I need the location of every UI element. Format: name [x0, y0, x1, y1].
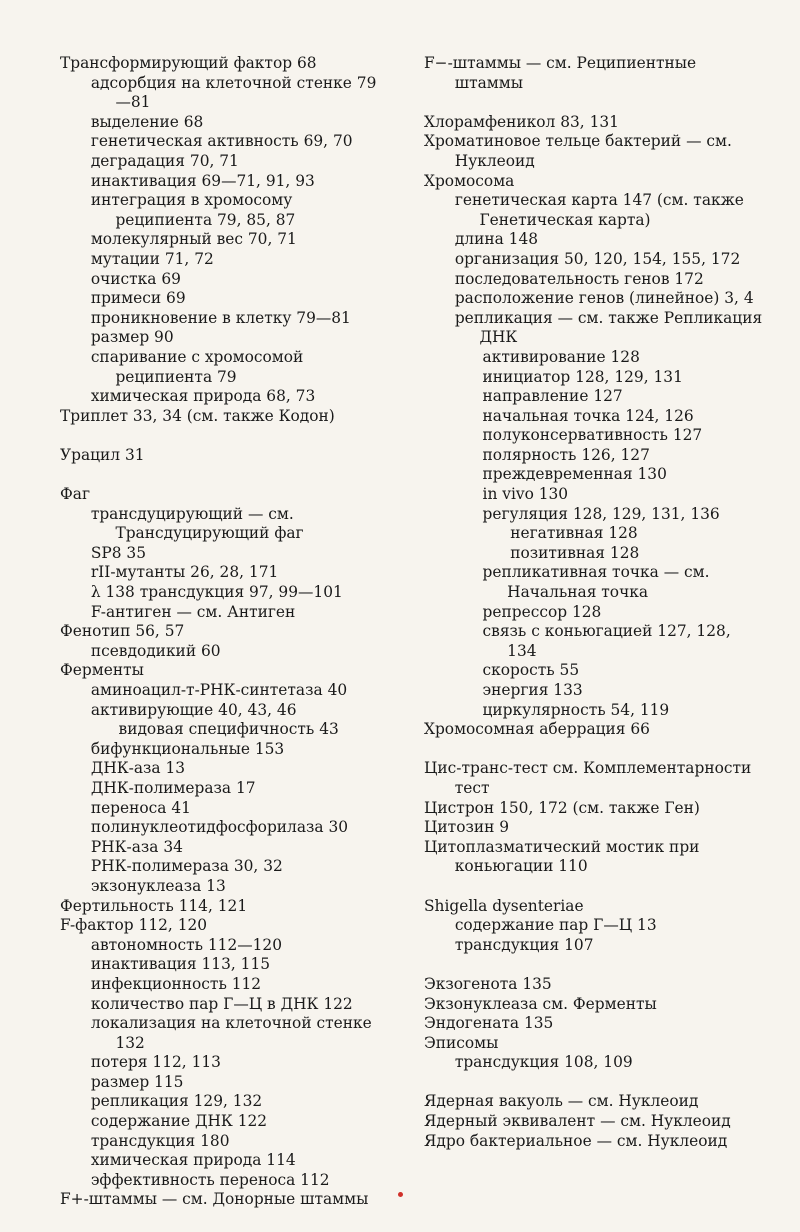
- index-subentry: репликация — см. также Репликация ДНК: [454, 308, 763, 347]
- index-subentry: in vivo 130: [482, 485, 569, 504]
- index-entry: Цитозин 9: [424, 818, 510, 837]
- index-subentry: интеграция в хромосому реципиента 79, 85, 87: [90, 191, 296, 229]
- index-subentry: бифункциональные 153: [90, 739, 285, 758]
- index-entry: Хромосомная аберрация 66: [424, 720, 650, 739]
- index-subentry: трансдукция 107: [454, 935, 594, 954]
- index-entry: Ферменты: [60, 661, 144, 680]
- index-subentry: репликация 129, 132: [90, 1092, 263, 1111]
- section-gap: [424, 955, 764, 975]
- index-subentry: активирование 128: [482, 347, 640, 366]
- index-entry: Цистрон 150, 172 (см. также Ген): [424, 798, 700, 817]
- index-subentry: мутации 71, 72: [90, 249, 214, 268]
- index-subentry: репликативная точка — см. Начальная точка: [482, 563, 710, 602]
- index-subentry: генетическая карта 147 (см. также Генетическая карта): [454, 191, 744, 229]
- index-subentry: молекулярный вес 70, 71: [90, 230, 297, 249]
- index-subentry: ДНК-аза 13: [90, 759, 186, 778]
- index-entry: Фенотип 56, 57: [60, 622, 185, 641]
- index-subentry: SP8 35: [90, 543, 146, 562]
- index-subentry: трансдукция 108, 109: [454, 1053, 633, 1072]
- index-entry: Хромосома: [424, 171, 515, 190]
- index-entry: Урацил 31: [60, 445, 145, 464]
- index-subentry: экзонуклеаза 13: [90, 876, 226, 895]
- index-subentry: расположение генов (линейное) 3, 4: [454, 289, 754, 308]
- index-subentry: переноса 41: [90, 798, 191, 817]
- index-subentry: λ 138 трансдукция 97, 99—101: [90, 583, 343, 602]
- section-gap: [424, 877, 764, 897]
- index-subentry: инфекционность 112: [90, 974, 262, 993]
- red-mark-dot: [398, 1192, 403, 1197]
- index-subentry: потеря 112, 113: [90, 1053, 221, 1072]
- index-subentry: инициатор 128, 129, 131: [482, 367, 683, 386]
- index-entry: Триплет 33, 34 (см. также Кодон): [60, 406, 335, 425]
- index-subentry: ДНК-полимераза 17: [90, 778, 256, 797]
- index-subentry: негативная 128: [510, 524, 638, 543]
- index-subentry: генетическая активность 69, 70: [90, 132, 353, 151]
- index-subentry: длина 148: [454, 230, 539, 249]
- index-subentry: организация 50, 120, 154, 155, 172: [454, 249, 741, 268]
- index-entry: Хроматиновое тельце бактерий — см. Нуклеоид: [424, 132, 732, 170]
- index-subentry: РНК-аза 34: [90, 837, 183, 856]
- index-entry: Трансформирующий фактор 68: [60, 54, 317, 72]
- index-subentry: размер 90: [90, 328, 174, 347]
- index-subentry: инактивация 113, 115: [90, 955, 271, 974]
- section-gap: [60, 426, 390, 446]
- index-subentry: проникновение в клетку 79—81: [90, 308, 351, 327]
- index-subentry: циркулярность 54, 119: [482, 700, 670, 719]
- index-entry: Ядро бактериальное — см. Нуклеоид: [424, 1131, 728, 1150]
- index-entry: Хлорамфеникол 83, 131: [424, 112, 619, 131]
- index-subentry: локализация на клеточной стенке 132: [90, 1014, 372, 1052]
- index-subentry: активирующие 40, 43, 46: [90, 700, 297, 719]
- index-entry: Ядерная вакуоль — см. Нуклеоид: [424, 1092, 699, 1111]
- index-entry: Эписомы: [424, 1033, 499, 1052]
- index-subentry: инактивация 69—71, 91, 93: [90, 171, 315, 190]
- index-subentry: энергия 133: [482, 681, 583, 699]
- index-subentry: F-антиген — см. Антиген: [90, 602, 296, 621]
- index-subentry: связь с коньюгацией 127, 128, 134: [482, 622, 731, 660]
- index-entry: Shigella dysenteriae: [424, 896, 584, 915]
- index-subentry: rII-мутанты 26, 28, 171: [90, 563, 279, 582]
- index-column-right: [424, 54, 764, 1151]
- index-subentry: автономность 112—120: [90, 935, 283, 954]
- index-subentry: очистка 69: [90, 269, 181, 288]
- index-entry: F+-штаммы — см. Донорные штаммы: [60, 1190, 369, 1209]
- index-subentry: преждевременная 130: [482, 465, 667, 484]
- index-entry: F−-штаммы — см. Реципиентные штаммы: [424, 54, 697, 92]
- index-subentry: начальная точка 124, 126: [482, 406, 694, 425]
- index-subentry: примеси 69: [90, 289, 186, 308]
- index-subentry: выделение 68: [90, 112, 204, 131]
- index-entry: Экзонуклеаза см. Ферменты: [424, 994, 657, 1013]
- index-subentry: псевдодикий 60: [90, 641, 221, 660]
- index-subentry: количество пар Г—Ц в ДНК 122: [90, 994, 353, 1013]
- index-subentry: регуляция 128, 129, 131, 136: [482, 504, 720, 523]
- index-entry: Фаг: [60, 485, 91, 504]
- index-subentry: адсорбция на клеточной стенке 79—81: [90, 73, 377, 112]
- index-subentry: последовательность генов 172: [454, 269, 704, 288]
- section-gap: [424, 1073, 764, 1093]
- index-subentry: содержание пар Г—Ц 13: [454, 916, 657, 935]
- index-subentry: полуконсервативность 127: [482, 426, 703, 445]
- index-entry: Эндогената 135: [424, 1014, 554, 1033]
- index-subentry: спаривание с хромосомой реципиента 79: [90, 347, 304, 386]
- index-subentry: эффективность переноса 112: [90, 1170, 330, 1189]
- index-subentry: содержание ДНК 122: [90, 1112, 268, 1131]
- index-entry: Экзогенота 135: [424, 974, 552, 993]
- index-entry: Фертильность 114, 121: [60, 896, 248, 915]
- index-subentry: деградация 70, 71: [90, 151, 239, 170]
- index-subentry: полинуклеотидфосфорилаза 30: [90, 818, 349, 837]
- index-subentry: полярность 126, 127: [482, 445, 650, 464]
- index-subentry: видовая специфичность 43: [118, 720, 339, 739]
- index-subentry: скорость 55: [482, 661, 580, 680]
- index-subentry: РНК-полимераза 30, 32: [90, 857, 283, 876]
- section-gap: [60, 465, 390, 485]
- index-entry: Ядерный эквивалент — см. Нуклеоид: [424, 1112, 731, 1131]
- index-subentry: позитивная 128: [510, 543, 640, 562]
- index-subentry: химическая природа 68, 73: [90, 387, 316, 406]
- index-subentry: химическая природа 114: [90, 1151, 296, 1170]
- index-column-left: [60, 54, 390, 1210]
- index-subentry: трансдукция 180: [90, 1131, 230, 1150]
- section-gap: [424, 93, 764, 113]
- index-subentry: трансдуцирующий — см. Трансдуцирующий фаг: [90, 504, 304, 543]
- index-subentry: направление 127: [482, 387, 623, 406]
- index-subentry: аминоацил-т-РНК-синтетаза 40: [90, 681, 348, 699]
- index-entry: Цис-транс-тест см. Комплементарности тест: [424, 759, 752, 797]
- index-entry: F-фактор 112, 120: [60, 916, 208, 935]
- index-subentry: репрессор 128: [482, 602, 602, 621]
- section-gap: [424, 740, 764, 760]
- index-subentry: размер 115: [90, 1072, 184, 1091]
- index-entry: Цитоплазматический мостик при коньюгации 110: [424, 837, 700, 876]
